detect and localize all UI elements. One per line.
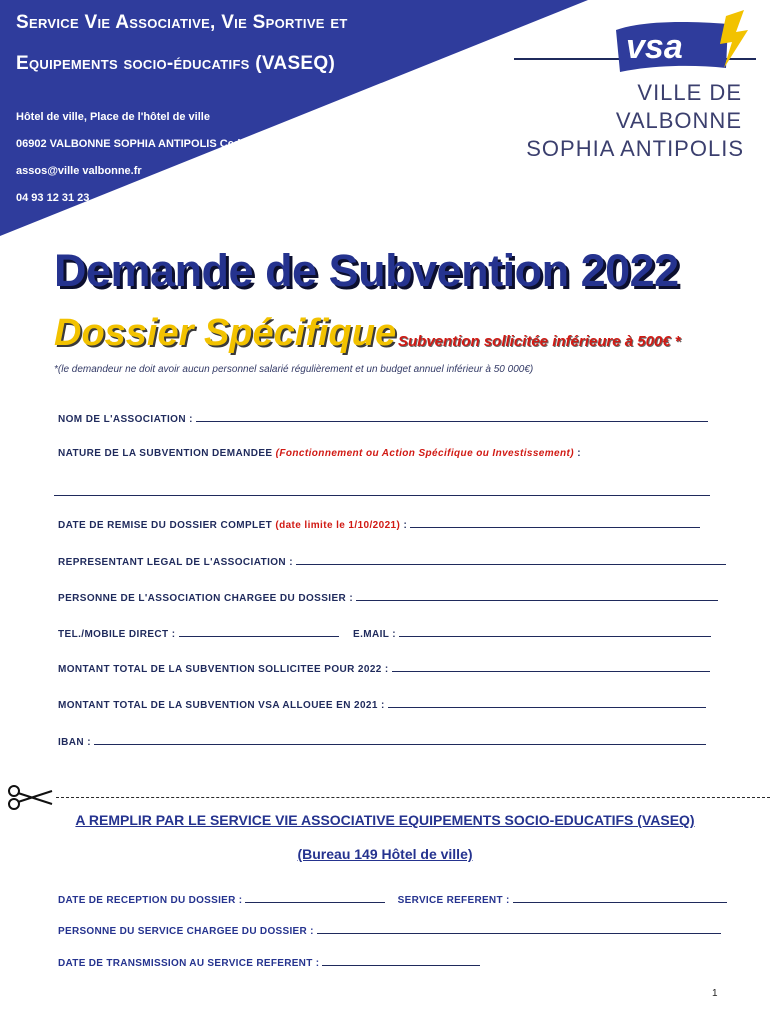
- input-nature[interactable]: [54, 495, 710, 496]
- label-montant-2022: MONTANT TOTAL DE LA SUBVENTION SOLLICITEE POUR 2022 :: [58, 664, 389, 675]
- nature-colon: :: [577, 448, 581, 459]
- field-nature: [58, 448, 581, 459]
- input-tel[interactable]: [179, 627, 339, 637]
- vsa-logo: [508, 10, 758, 160]
- vsa-logo-mark: [608, 10, 753, 85]
- input-montant-2022[interactable]: [392, 662, 710, 672]
- page-number: 1: [712, 988, 718, 999]
- input-email[interactable]: [399, 627, 711, 637]
- label-service-referent: SERVICE REFERENT :: [397, 895, 510, 906]
- service-section-title: A REMPLIR PAR LE SERVICE VIE ASSOCIATIVE EQUIPEMENTS SOCIO-EDUCATIFS (VASEQ): [75, 812, 695, 828]
- input-service-referent[interactable]: [513, 893, 727, 903]
- address-line: Hôtel de ville, Place de l'hôtel de ville: [16, 111, 210, 123]
- service-section-subtitle: (Bureau 149 Hôtel de ville): [297, 846, 473, 862]
- label-personne-service: PERSONNE DU SERVICE CHARGEE DU DOSSIER :: [58, 926, 314, 937]
- label-date-remise: DATE DE REMISE DU DOSSIER COMPLET: [58, 520, 273, 531]
- input-association-name[interactable]: [196, 412, 708, 422]
- field-association-name: [58, 412, 708, 425]
- date-colon: :: [403, 520, 408, 531]
- cut-line: [56, 797, 770, 798]
- label-iban: IBAN :: [58, 737, 91, 748]
- label-date-transmission: DATE DE TRANSMISSION AU SERVICE REFERENT :: [58, 958, 320, 969]
- date-limite: (date limite le 1/10/2021): [275, 520, 401, 531]
- field-iban: [58, 735, 706, 748]
- scissors-icon: [6, 782, 56, 812]
- input-date-reception[interactable]: [245, 893, 385, 903]
- service-name-line-2: Equipements socio-éducatifs (VASEQ): [16, 53, 336, 74]
- city-line-2: VALBONNE: [615, 108, 742, 133]
- contact-phone: 04 93 12 31 23: [16, 192, 90, 204]
- field-personne: [58, 591, 718, 604]
- input-personne[interactable]: [356, 591, 718, 601]
- postal-line: 06902 VALBONNE SOPHIA ANTIPOLIS Cedex: [16, 138, 253, 150]
- dossier-title: Dossier Spécifique: [54, 312, 397, 354]
- city-line-3: SOPHIA ANTIPOLIS: [526, 136, 744, 161]
- contact-email: assos@ville valbonne.fr: [16, 165, 142, 177]
- label-personne: PERSONNE DE L'ASSOCIATION CHARGEE DU DOSSIER :: [58, 593, 354, 604]
- field-date-transmission: [58, 956, 480, 969]
- page-title: Demande de Subvention 2022: [54, 245, 679, 296]
- field-representant: [58, 555, 726, 568]
- input-iban[interactable]: [94, 735, 706, 745]
- input-date-remise[interactable]: [410, 518, 700, 528]
- input-montant-2021[interactable]: [388, 698, 706, 708]
- input-representant[interactable]: [296, 555, 726, 565]
- field-personne-service: [58, 924, 721, 937]
- label-montant-2021: MONTANT TOTAL DE LA SUBVENTION VSA ALLOUEE EN 2021 :: [58, 700, 385, 711]
- field-date-remise: [58, 518, 700, 531]
- field-tel-email: [58, 627, 711, 640]
- subvention-condition: Subvention sollicitée inférieure à 500€ *: [398, 333, 681, 350]
- label-representant: REPRESENTANT LEGAL DE L'ASSOCIATION :: [58, 557, 293, 568]
- field-date-reception: [58, 893, 727, 906]
- input-date-transmission[interactable]: [322, 956, 480, 966]
- label-tel: TEL./MOBILE DIRECT :: [58, 629, 176, 640]
- label-date-reception: DATE DE RECEPTION DU DOSSIER :: [58, 895, 243, 906]
- field-montant-2022: [58, 662, 710, 675]
- city-line-1: VILLE DE: [637, 80, 742, 105]
- label-email: E.MAIL :: [353, 629, 397, 640]
- logo-mark-text: vsa: [626, 28, 683, 66]
- label-association-name: NOM DE L'ASSOCIATION :: [58, 414, 193, 425]
- label-nature: NATURE DE LA SUBVENTION DEMANDEE: [58, 448, 273, 459]
- service-name-line-1: Service Vie Associative, Vie Sportive et: [16, 12, 348, 33]
- field-montant-2021: [58, 698, 706, 711]
- footnote: *(le demandeur ne doit avoir aucun personnel salarié régulièrement et un budget annuel inférieur à 50 000€): [54, 364, 534, 375]
- nature-hint: (Fonctionnement ou Action Spécifique ou Investissement): [275, 448, 574, 459]
- input-personne-service[interactable]: [317, 924, 721, 934]
